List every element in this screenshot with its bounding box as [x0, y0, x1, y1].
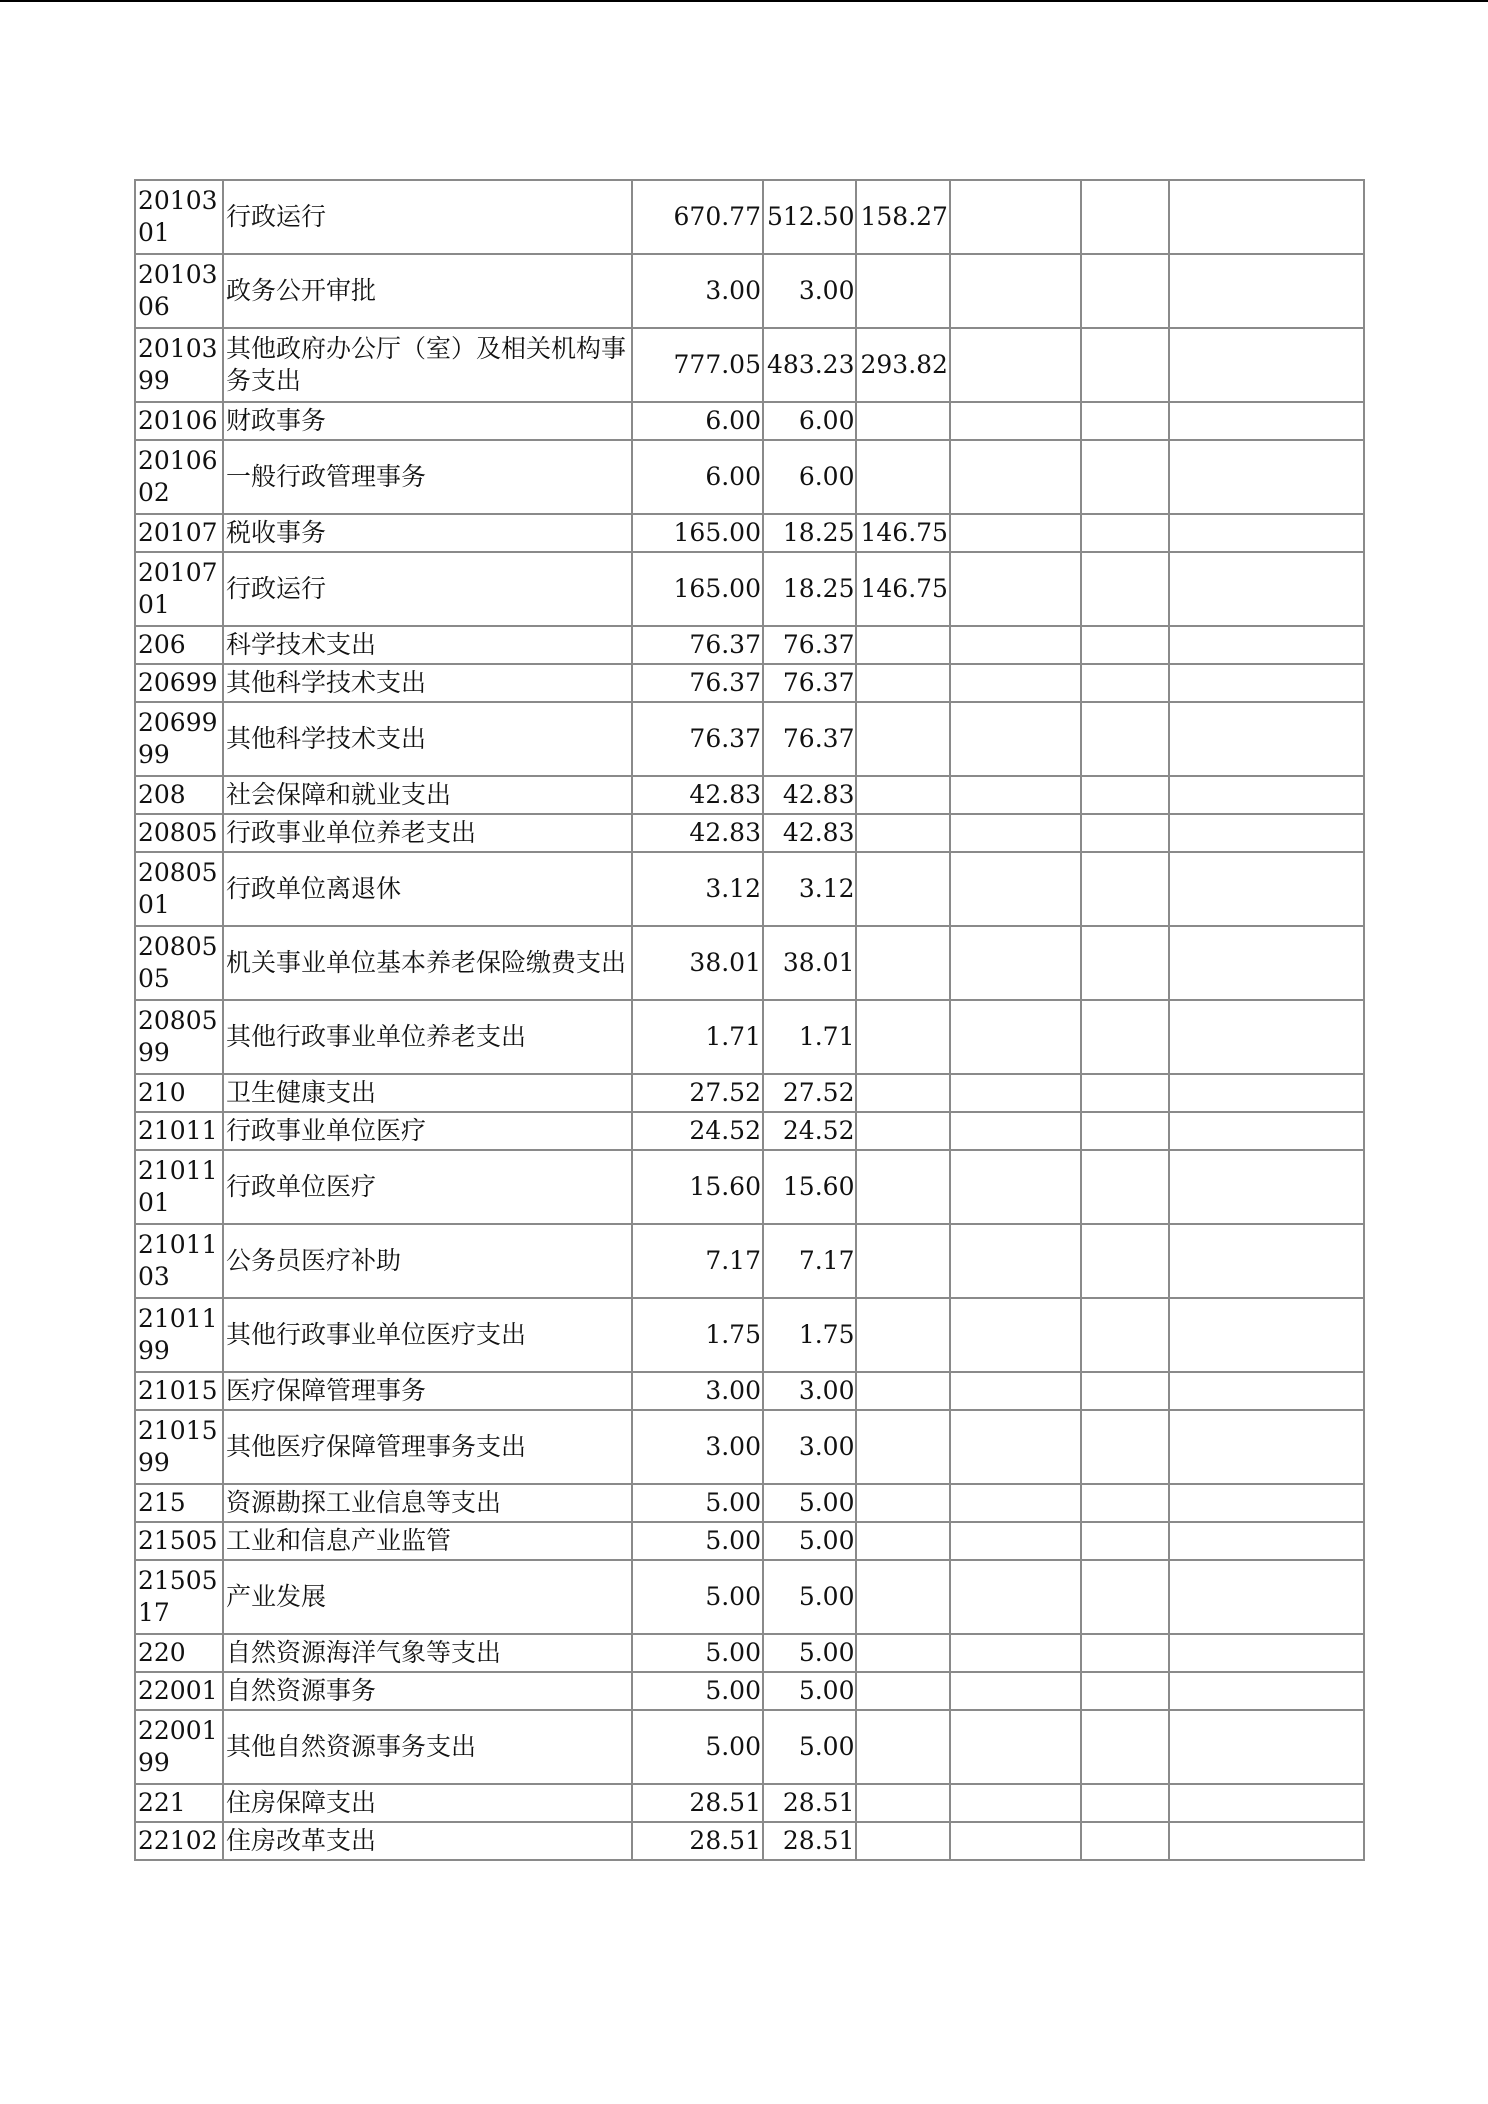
- cell-total: 6.00: [632, 440, 763, 514]
- cell-basic: 483.23: [763, 328, 856, 402]
- cell-total: 24.52: [632, 1112, 763, 1150]
- table-row: [135, 1150, 1364, 1224]
- cell-project: [856, 1784, 949, 1822]
- cell-empty: [1169, 626, 1364, 664]
- cell-empty: [1169, 1634, 1364, 1672]
- cell-basic: 28.51: [763, 1822, 856, 1860]
- cell-project: [856, 402, 949, 440]
- table-row: [135, 852, 1364, 926]
- cell-code: 20699: [135, 664, 223, 702]
- cell-empty: [1081, 702, 1169, 776]
- cell-project: [856, 1484, 949, 1522]
- cell-code: 2080599: [135, 1000, 223, 1074]
- cell-empty: [1169, 852, 1364, 926]
- table-row: [135, 254, 1364, 328]
- cell-code: 2010701: [135, 552, 223, 626]
- cell-empty: [1169, 1822, 1364, 1860]
- cell-basic: 38.01: [763, 926, 856, 1000]
- cell-project: [856, 1298, 949, 1372]
- cell-empty: [1169, 1074, 1364, 1112]
- cell-total: 27.52: [632, 1074, 763, 1112]
- cell-code: 2069999: [135, 702, 223, 776]
- cell-empty: [1081, 514, 1169, 552]
- cell-empty: [950, 1672, 1081, 1710]
- cell-empty: [1081, 402, 1169, 440]
- table-row: [135, 514, 1364, 552]
- cell-total: 3.00: [632, 254, 763, 328]
- cell-empty: [1169, 1560, 1364, 1634]
- cell-total: 3.00: [632, 1372, 763, 1410]
- cell-empty: [950, 1822, 1081, 1860]
- table-body: [135, 180, 1364, 1860]
- table-row: [135, 1372, 1364, 1410]
- cell-empty: [1169, 1372, 1364, 1410]
- cell-name: 其他行政事业单位养老支出: [223, 1000, 632, 1074]
- cell-code: 208: [135, 776, 223, 814]
- cell-code: 2101599: [135, 1410, 223, 1484]
- cell-total: 28.51: [632, 1822, 763, 1860]
- cell-code: 2101199: [135, 1298, 223, 1372]
- table-row: [135, 440, 1364, 514]
- cell-total: 6.00: [632, 402, 763, 440]
- cell-empty: [1169, 1410, 1364, 1484]
- cell-empty: [950, 626, 1081, 664]
- cell-code: 210: [135, 1074, 223, 1112]
- cell-code: 206: [135, 626, 223, 664]
- table-row: [135, 1634, 1364, 1672]
- cell-empty: [950, 1484, 1081, 1522]
- cell-empty: [950, 702, 1081, 776]
- cell-total: 15.60: [632, 1150, 763, 1224]
- cell-name: 其他科学技术支出: [223, 664, 632, 702]
- cell-total: 5.00: [632, 1710, 763, 1784]
- cell-name: 机关事业单位基本养老保险缴费支出: [223, 926, 632, 1000]
- cell-project: [856, 254, 949, 328]
- table-row: [135, 926, 1364, 1000]
- cell-project: [856, 1560, 949, 1634]
- cell-basic: 27.52: [763, 1074, 856, 1112]
- cell-project: [856, 440, 949, 514]
- cell-basic: 5.00: [763, 1560, 856, 1634]
- cell-project: [856, 1000, 949, 1074]
- cell-empty: [1169, 1150, 1364, 1224]
- cell-project: [856, 1372, 949, 1410]
- cell-code: 2080505: [135, 926, 223, 1000]
- cell-empty: [1081, 552, 1169, 626]
- cell-project: [856, 1150, 949, 1224]
- cell-empty: [1081, 664, 1169, 702]
- cell-empty: [950, 328, 1081, 402]
- cell-empty: [1081, 328, 1169, 402]
- table-row: [135, 664, 1364, 702]
- cell-code: 2010399: [135, 328, 223, 402]
- table-row: [135, 1522, 1364, 1560]
- table-row: [135, 776, 1364, 814]
- cell-empty: [1081, 254, 1169, 328]
- cell-empty: [1169, 514, 1364, 552]
- cell-empty: [1169, 328, 1364, 402]
- cell-basic: 512.50: [763, 180, 856, 254]
- cell-total: 42.83: [632, 814, 763, 852]
- cell-basic: 5.00: [763, 1672, 856, 1710]
- cell-empty: [1081, 926, 1169, 1000]
- cell-code: 221: [135, 1784, 223, 1822]
- cell-empty: [950, 402, 1081, 440]
- cell-name: 自然资源海洋气象等支出: [223, 1634, 632, 1672]
- cell-name: 税收事务: [223, 514, 632, 552]
- cell-name: 其他政府办公厅（室）及相关机构事务支出: [223, 328, 632, 402]
- cell-empty: [950, 1224, 1081, 1298]
- cell-empty: [1169, 440, 1364, 514]
- cell-empty: [1081, 180, 1169, 254]
- cell-empty: [1081, 1522, 1169, 1560]
- cell-basic: 18.25: [763, 552, 856, 626]
- cell-empty: [1169, 702, 1364, 776]
- cell-project: 158.27: [856, 180, 949, 254]
- cell-code: 2080501: [135, 852, 223, 926]
- cell-name: 行政事业单位医疗: [223, 1112, 632, 1150]
- cell-name: 工业和信息产业监管: [223, 1522, 632, 1560]
- table-row: [135, 1484, 1364, 1522]
- cell-project: [856, 1224, 949, 1298]
- cell-empty: [1081, 440, 1169, 514]
- cell-empty: [1169, 664, 1364, 702]
- cell-empty: [950, 1784, 1081, 1822]
- cell-empty: [1169, 1672, 1364, 1710]
- cell-basic: 28.51: [763, 1784, 856, 1822]
- cell-code: 215: [135, 1484, 223, 1522]
- cell-empty: [950, 1522, 1081, 1560]
- cell-empty: [1081, 1372, 1169, 1410]
- cell-total: 3.12: [632, 852, 763, 926]
- cell-basic: 42.83: [763, 814, 856, 852]
- cell-project: [856, 1822, 949, 1860]
- cell-name: 财政事务: [223, 402, 632, 440]
- cell-empty: [1169, 776, 1364, 814]
- cell-name: 卫生健康支出: [223, 1074, 632, 1112]
- cell-project: [856, 1672, 949, 1710]
- cell-project: 146.75: [856, 552, 949, 626]
- cell-basic: 3.12: [763, 852, 856, 926]
- cell-empty: [1169, 1710, 1364, 1784]
- table-row: [135, 1710, 1364, 1784]
- cell-name: 行政运行: [223, 180, 632, 254]
- cell-empty: [1081, 1484, 1169, 1522]
- cell-empty: [950, 1150, 1081, 1224]
- cell-basic: 1.75: [763, 1298, 856, 1372]
- cell-name: 行政事业单位养老支出: [223, 814, 632, 852]
- cell-project: [856, 1710, 949, 1784]
- cell-project: 146.75: [856, 514, 949, 552]
- cell-project: 293.82: [856, 328, 949, 402]
- cell-code: 2010602: [135, 440, 223, 514]
- cell-project: [856, 1522, 949, 1560]
- cell-empty: [950, 1112, 1081, 1150]
- cell-total: 38.01: [632, 926, 763, 1000]
- cell-total: 165.00: [632, 552, 763, 626]
- cell-empty: [1081, 1112, 1169, 1150]
- table-row: [135, 1784, 1364, 1822]
- cell-empty: [950, 552, 1081, 626]
- cell-project: [856, 702, 949, 776]
- cell-empty: [1169, 814, 1364, 852]
- cell-project: [856, 926, 949, 1000]
- cell-empty: [1169, 1298, 1364, 1372]
- cell-empty: [1081, 1822, 1169, 1860]
- cell-name: 其他自然资源事务支出: [223, 1710, 632, 1784]
- cell-basic: 3.00: [763, 1410, 856, 1484]
- cell-empty: [1081, 1298, 1169, 1372]
- table-row: [135, 814, 1364, 852]
- cell-code: 220: [135, 1634, 223, 1672]
- cell-empty: [1169, 1112, 1364, 1150]
- cell-empty: [950, 1000, 1081, 1074]
- cell-empty: [950, 814, 1081, 852]
- cell-code: 2010301: [135, 180, 223, 254]
- cell-empty: [1169, 180, 1364, 254]
- cell-empty: [950, 1372, 1081, 1410]
- cell-project: [856, 1112, 949, 1150]
- cell-basic: 15.60: [763, 1150, 856, 1224]
- table-row: [135, 1224, 1364, 1298]
- cell-empty: [1081, 1634, 1169, 1672]
- cell-code: 20106: [135, 402, 223, 440]
- cell-empty: [950, 1634, 1081, 1672]
- page-top-border: [0, 0, 1488, 2]
- cell-name: 社会保障和就业支出: [223, 776, 632, 814]
- cell-basic: 5.00: [763, 1710, 856, 1784]
- cell-name: 其他科学技术支出: [223, 702, 632, 776]
- cell-code: 21015: [135, 1372, 223, 1410]
- cell-total: 3.00: [632, 1410, 763, 1484]
- cell-empty: [950, 776, 1081, 814]
- cell-name: 资源勘探工业信息等支出: [223, 1484, 632, 1522]
- cell-empty: [1169, 254, 1364, 328]
- cell-empty: [1081, 1710, 1169, 1784]
- cell-empty: [1169, 926, 1364, 1000]
- cell-name: 一般行政管理事务: [223, 440, 632, 514]
- cell-code: 2101103: [135, 1224, 223, 1298]
- cell-name: 科学技术支出: [223, 626, 632, 664]
- cell-empty: [950, 664, 1081, 702]
- cell-name: 行政运行: [223, 552, 632, 626]
- cell-project: [856, 1410, 949, 1484]
- cell-empty: [1081, 1560, 1169, 1634]
- cell-empty: [1081, 1150, 1169, 1224]
- cell-empty: [1081, 626, 1169, 664]
- cell-basic: 76.37: [763, 702, 856, 776]
- cell-total: 42.83: [632, 776, 763, 814]
- cell-total: 76.37: [632, 664, 763, 702]
- cell-code: 20107: [135, 514, 223, 552]
- cell-empty: [1081, 852, 1169, 926]
- cell-total: 5.00: [632, 1560, 763, 1634]
- table-row: [135, 1112, 1364, 1150]
- cell-total: 777.05: [632, 328, 763, 402]
- cell-total: 1.75: [632, 1298, 763, 1372]
- cell-project: [856, 776, 949, 814]
- table-row: [135, 1000, 1364, 1074]
- cell-project: [856, 1634, 949, 1672]
- cell-empty: [1169, 1522, 1364, 1560]
- cell-project: [856, 814, 949, 852]
- cell-basic: 3.00: [763, 254, 856, 328]
- cell-empty: [1081, 814, 1169, 852]
- cell-empty: [950, 1074, 1081, 1112]
- cell-name: 住房改革支出: [223, 1822, 632, 1860]
- cell-project: [856, 1074, 949, 1112]
- cell-basic: 24.52: [763, 1112, 856, 1150]
- cell-name: 产业发展: [223, 1560, 632, 1634]
- cell-name: 其他行政事业单位医疗支出: [223, 1298, 632, 1372]
- cell-total: 7.17: [632, 1224, 763, 1298]
- cell-empty: [950, 180, 1081, 254]
- cell-name: 行政单位医疗: [223, 1150, 632, 1224]
- expenditure-table: [134, 179, 1365, 1861]
- cell-empty: [1169, 402, 1364, 440]
- cell-total: 76.37: [632, 702, 763, 776]
- cell-empty: [1081, 1224, 1169, 1298]
- cell-empty: [1081, 1784, 1169, 1822]
- table-row: [135, 1410, 1364, 1484]
- cell-empty: [1169, 1000, 1364, 1074]
- cell-code: 22102: [135, 1822, 223, 1860]
- cell-project: [856, 664, 949, 702]
- cell-basic: 6.00: [763, 402, 856, 440]
- cell-name: 公务员医疗补助: [223, 1224, 632, 1298]
- cell-basic: 76.37: [763, 664, 856, 702]
- cell-code: 20805: [135, 814, 223, 852]
- cell-total: 5.00: [632, 1484, 763, 1522]
- cell-total: 670.77: [632, 180, 763, 254]
- cell-basic: 5.00: [763, 1522, 856, 1560]
- table-row: [135, 1560, 1364, 1634]
- cell-code: 21505: [135, 1522, 223, 1560]
- table-row: [135, 180, 1364, 254]
- cell-basic: 18.25: [763, 514, 856, 552]
- cell-empty: [950, 1298, 1081, 1372]
- cell-total: 28.51: [632, 1784, 763, 1822]
- cell-empty: [1081, 1000, 1169, 1074]
- cell-name: 政务公开审批: [223, 254, 632, 328]
- table-row: [135, 402, 1364, 440]
- cell-basic: 3.00: [763, 1372, 856, 1410]
- cell-empty: [950, 1410, 1081, 1484]
- cell-code: 2010306: [135, 254, 223, 328]
- cell-basic: 6.00: [763, 440, 856, 514]
- cell-basic: 5.00: [763, 1484, 856, 1522]
- cell-code: 2101101: [135, 1150, 223, 1224]
- cell-code: 21011: [135, 1112, 223, 1150]
- table-row: [135, 1074, 1364, 1112]
- cell-empty: [1081, 1672, 1169, 1710]
- cell-name: 自然资源事务: [223, 1672, 632, 1710]
- cell-basic: 42.83: [763, 776, 856, 814]
- table-row: [135, 328, 1364, 402]
- cell-name: 其他医疗保障管理事务支出: [223, 1410, 632, 1484]
- table-row: [135, 1822, 1364, 1860]
- table-row: [135, 552, 1364, 626]
- cell-project: [856, 626, 949, 664]
- cell-total: 76.37: [632, 626, 763, 664]
- cell-empty: [1081, 1074, 1169, 1112]
- cell-total: 165.00: [632, 514, 763, 552]
- cell-basic: 76.37: [763, 626, 856, 664]
- cell-code: 2200199: [135, 1710, 223, 1784]
- cell-empty: [1169, 1484, 1364, 1522]
- cell-empty: [950, 514, 1081, 552]
- cell-name: 医疗保障管理事务: [223, 1372, 632, 1410]
- cell-empty: [1169, 1784, 1364, 1822]
- cell-name: 住房保障支出: [223, 1784, 632, 1822]
- cell-empty: [1169, 552, 1364, 626]
- cell-code: 22001: [135, 1672, 223, 1710]
- cell-empty: [950, 1560, 1081, 1634]
- cell-empty: [1169, 1224, 1364, 1298]
- cell-empty: [950, 254, 1081, 328]
- table-row: [135, 702, 1364, 776]
- cell-total: 5.00: [632, 1522, 763, 1560]
- cell-empty: [1081, 776, 1169, 814]
- cell-empty: [950, 1710, 1081, 1784]
- cell-name: 行政单位离退休: [223, 852, 632, 926]
- cell-basic: 1.71: [763, 1000, 856, 1074]
- table-row: [135, 1672, 1364, 1710]
- cell-total: 5.00: [632, 1672, 763, 1710]
- cell-total: 1.71: [632, 1000, 763, 1074]
- cell-basic: 5.00: [763, 1634, 856, 1672]
- cell-total: 5.00: [632, 1634, 763, 1672]
- cell-empty: [950, 926, 1081, 1000]
- table-row: [135, 1298, 1364, 1372]
- cell-code: 2150517: [135, 1560, 223, 1634]
- cell-project: [856, 852, 949, 926]
- cell-basic: 7.17: [763, 1224, 856, 1298]
- table-row: [135, 626, 1364, 664]
- cell-empty: [950, 440, 1081, 514]
- cell-empty: [1081, 1410, 1169, 1484]
- cell-empty: [950, 852, 1081, 926]
